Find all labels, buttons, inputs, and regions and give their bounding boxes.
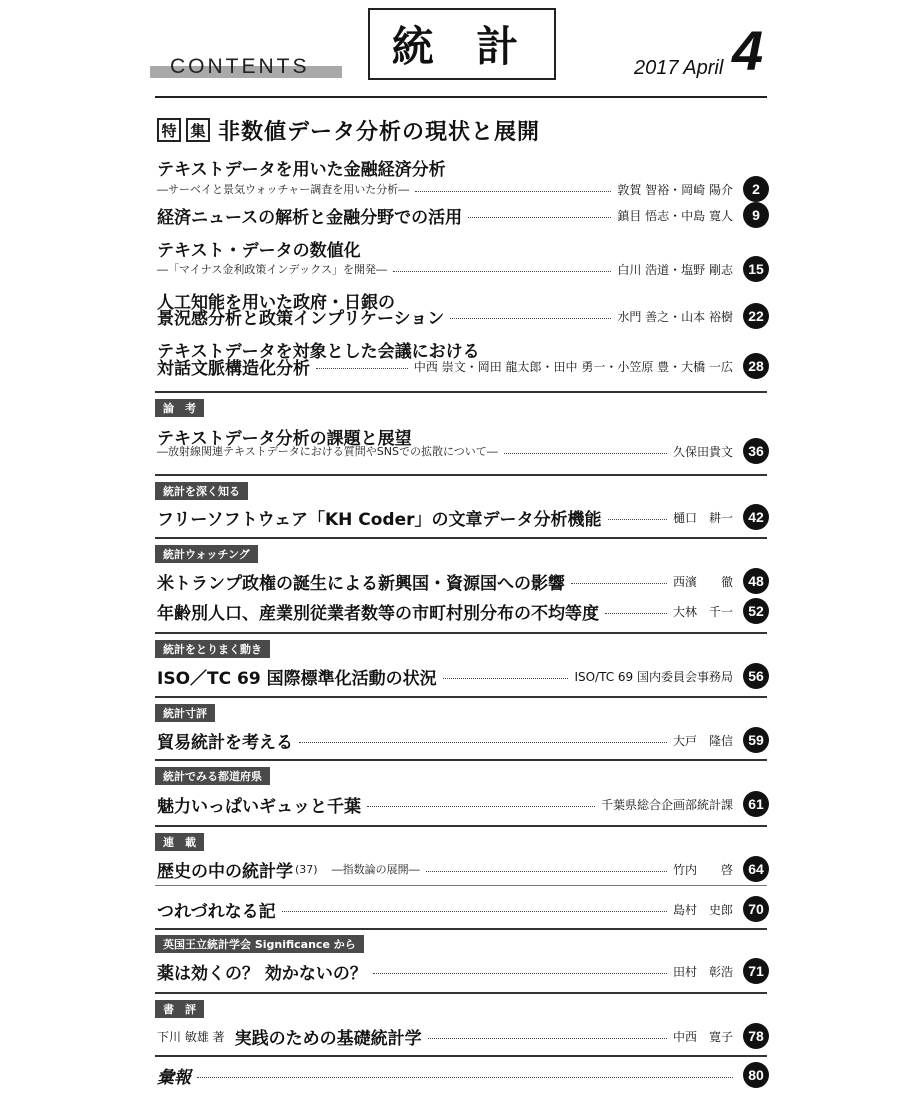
article-title[interactable]: 人工知能を用いた政府・日銀の — [157, 293, 395, 313]
article-title: 経済ニュースの解析と金融分野での活用 — [157, 207, 463, 228]
leader-dots — [468, 217, 611, 218]
leader-dots — [504, 453, 667, 454]
toc-row[interactable] — [157, 256, 769, 282]
page-number-badge: 52 — [743, 598, 769, 624]
leader-dots — [393, 271, 611, 272]
page-number-badge: 61 — [743, 791, 769, 817]
article-authors: 樋口 耕一 — [672, 510, 733, 525]
leader-dots — [367, 806, 595, 807]
article-title: 年齢別人口、産業別従業者数等の市町村別分布の不均等度 — [157, 603, 599, 624]
article-title: ISO／TC 69 国際標準化活動の状況 — [157, 668, 437, 689]
header-rule — [155, 96, 767, 98]
article-subtitle: ―「マイナス金利政策インデックス」を開発― — [157, 263, 388, 276]
article-authors: 敦賀 智裕・岡崎 陽介 — [617, 182, 733, 197]
article-authors: 大林 千一 — [672, 604, 733, 619]
toc-row[interactable] — [157, 598, 769, 624]
magazine-title: 統 計 — [368, 8, 556, 80]
section-rule — [155, 474, 767, 476]
article-title: 貿易統計を考える — [157, 732, 293, 753]
contents-label: CONTENTS — [170, 55, 310, 78]
section-label-rensai: 連 載 — [155, 833, 204, 851]
section-label-shohyo: 書 評 — [155, 1000, 204, 1018]
page-number-badge: 59 — [743, 727, 769, 753]
leader-dots — [316, 368, 408, 369]
article-title[interactable]: テキスト・データの数値化 — [157, 241, 361, 261]
feature-tag-1: 特 — [157, 118, 181, 142]
article-authors: 久保田貴文 — [672, 444, 733, 459]
issue-date: 2017 April — [634, 57, 724, 79]
toc-row[interactable] — [157, 202, 769, 228]
article-authors: 田村 彰浩 — [672, 964, 733, 979]
article-title: フリーソフトウェア「KH Coder」の文章データ分析機能 — [157, 509, 602, 530]
article-title-line2: 景況感分析と政策インプリケーション — [157, 308, 445, 329]
section-label-sunpyo: 統計寸評 — [155, 704, 215, 722]
leader-dots — [426, 871, 667, 872]
article-title: 実践のための基礎統計学 — [234, 1028, 422, 1049]
section-rule — [155, 696, 767, 698]
section-rule — [155, 759, 767, 761]
toc-row[interactable] — [157, 303, 769, 329]
toc-row[interactable] — [157, 1023, 769, 1049]
section-rule — [155, 928, 767, 930]
toc-row[interactable] — [157, 663, 769, 689]
toc-row[interactable] — [157, 504, 769, 530]
article-subtitle: ―放射線関連テキストデータにおける質問やSNSでの拡散について― — [157, 445, 498, 458]
article-title[interactable]: テキストデータ分析の課題と展望 — [157, 429, 412, 449]
article-title: 薬は効くの？ 効かないの？ — [157, 963, 367, 984]
leader-dots — [450, 318, 611, 319]
issue-number: 4 — [732, 19, 764, 82]
leader-dots — [571, 583, 667, 584]
section-label-ronko: 論 考 — [155, 399, 204, 417]
article-authors: ISO/TC 69 国内委員会事務局 — [574, 669, 733, 684]
article-authors: 中西 崇文・岡田 龍太郎・田中 勇一・小笠原 豊・大橋 一広 — [413, 359, 733, 374]
section-rule — [155, 537, 767, 539]
section-label-watching: 統計ウォッチング — [155, 545, 258, 563]
section-label-todofuken: 統計でみる都道府県 — [155, 767, 270, 785]
article-title: 歴史の中の統計学 — [157, 861, 293, 882]
leader-dots — [373, 973, 667, 974]
article-authors: 島村 史郎 — [672, 902, 733, 917]
toc-row[interactable] — [157, 353, 769, 379]
article-authors: 鎮目 悟志・中島 寛人 — [617, 208, 733, 223]
leader-dots — [608, 519, 667, 520]
page-number-badge: 15 — [743, 256, 769, 282]
toc-row[interactable] — [157, 568, 769, 594]
article-authors: 白川 浩道・塩野 剛志 — [617, 262, 733, 277]
page-number-badge: 56 — [743, 663, 769, 689]
leader-dots — [443, 678, 569, 679]
feature-tag-2: 集 — [186, 118, 210, 142]
toc-row[interactable] — [157, 176, 769, 202]
leader-dots — [428, 1038, 667, 1039]
article-subtitle: ―指数論の展開― — [331, 863, 420, 876]
article-authors: 竹内 啓 — [672, 862, 733, 877]
page-number-badge: 70 — [743, 896, 769, 922]
section-rule — [155, 825, 767, 827]
page-number-badge: 71 — [743, 958, 769, 984]
article-title: 魅力いっぱいギュッと千葉 — [157, 796, 361, 817]
book-author: 下川 敏雄 著 — [157, 1029, 225, 1044]
article-subtitle: ―サーベイと景気ウォッチャー調査を用いた分析― — [157, 183, 410, 196]
page-number-badge: 28 — [743, 353, 769, 379]
section-rule — [155, 391, 767, 393]
article-title: つれづれなる記 — [157, 901, 276, 922]
page-number-badge: 48 — [743, 568, 769, 594]
page-number-badge: 22 — [743, 303, 769, 329]
article-authors: 水門 善之・山本 裕樹 — [617, 309, 733, 324]
page-number-badge: 78 — [743, 1023, 769, 1049]
section-label-torimaku: 統計をとりまく動き — [155, 640, 270, 658]
leader-dots — [415, 191, 611, 192]
leader-dots — [282, 911, 667, 912]
article-title[interactable]: テキストデータを対象とした会議における — [157, 342, 480, 362]
section-label-significance: 英国王立統計学会 Significance から — [155, 935, 364, 953]
toc-row[interactable] — [157, 856, 769, 882]
leader-dots — [605, 613, 667, 614]
page-number-badge: 80 — [743, 1062, 769, 1088]
item-rule — [155, 885, 767, 886]
page-number-badge: 2 — [743, 176, 769, 202]
article-authors: 中西 寛子 — [672, 1029, 733, 1044]
leader-dots — [299, 742, 667, 743]
leader-dots — [197, 1077, 733, 1078]
article-title: 米トランプ政権の誕生による新興国・資源国への影響 — [157, 573, 565, 594]
section-rule — [155, 1055, 767, 1057]
toc-row[interactable] — [157, 438, 769, 464]
article-title-line2: 対話文脈構造化分析 — [157, 358, 310, 379]
toc-row[interactable] — [157, 958, 769, 984]
section-rule — [155, 632, 767, 634]
article-authors: 西濱 徹 — [672, 574, 733, 589]
article-authors: 大戸 隆信 — [672, 733, 733, 748]
page-number-badge: 9 — [743, 202, 769, 228]
article-title: 彙報 — [157, 1067, 191, 1088]
page-number-badge: 42 — [743, 504, 769, 530]
series-number: (37) — [295, 862, 318, 876]
feature-title: 非数値データ分析の現状と展開 — [218, 120, 541, 145]
toc-row[interactable] — [157, 896, 769, 922]
toc-row[interactable] — [157, 727, 769, 753]
page-number-badge: 36 — [743, 438, 769, 464]
article-title[interactable]: テキストデータを用いた金融経済分析 — [157, 160, 446, 180]
toc-row[interactable] — [157, 1062, 769, 1088]
section-rule — [155, 992, 767, 994]
page-number-badge: 64 — [743, 856, 769, 882]
article-authors: 千葉県総合企画部統計課 — [600, 797, 733, 812]
toc-row[interactable] — [157, 791, 769, 817]
section-label-fukaku: 統計を深く知る — [155, 482, 248, 500]
